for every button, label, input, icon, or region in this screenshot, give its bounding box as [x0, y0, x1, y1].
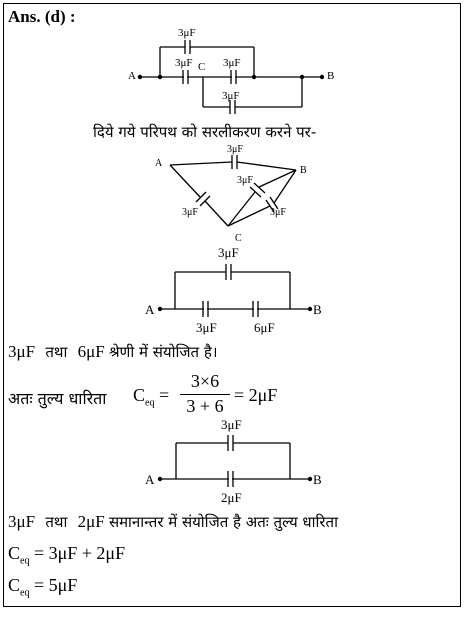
c1-top-cap-label: 3μF [178, 27, 196, 39]
parallel-text: समानान्तर में संयोजित है अतः तुल्य धारिता [108, 513, 338, 531]
simplify-text: दिये गये परिपथ को सरलीकरण करने पर- [93, 123, 317, 141]
answer-label: Ans. (d) : [8, 7, 76, 26]
c1-node-a-label: A [128, 70, 136, 82]
c4-top-cap-label: 3μF [221, 417, 242, 432]
c1-node-c-label: C [198, 61, 206, 73]
series-and: तथा [45, 343, 68, 361]
c2-ab-cap-label: 3μF [227, 144, 243, 155]
circuit-3 [160, 264, 310, 317]
c1-mid-cap-1-label: 3μF [175, 57, 193, 69]
c4-node-a-label: A [145, 472, 155, 487]
parallel-and: तथा [45, 513, 68, 531]
circuit-4 [160, 435, 310, 487]
series-line [8, 342, 218, 362]
series-cap-2: 6μF [77, 342, 105, 361]
c1-bottom-cap-label: 3μF [222, 90, 240, 102]
equiv-2-c: C [8, 543, 21, 563]
c2-node-b-label: B [300, 165, 307, 176]
c1-mid-cap-2-label: 3μF [223, 57, 241, 69]
c4-node-b-label: B [313, 472, 322, 487]
c3-node-b-label: B [313, 302, 322, 317]
equiv-prefix: अतः तुल्य धारिता [8, 389, 107, 408]
equiv-3-expr: = 5μF [33, 575, 78, 595]
c2-cb-cap-2-label: 3μF [270, 207, 286, 218]
equiv-1-equals: = [158, 385, 170, 405]
equiv-1-numerator: 3×6 [190, 371, 220, 391]
series-text: श्रेणी में संयोजित है। [108, 343, 218, 361]
equiv-1-result: = 2μF [234, 385, 278, 405]
c3-node-a-label: A [145, 302, 155, 317]
parallel-line [8, 512, 338, 532]
c3-bottom-cap-2-label: 6μF [254, 320, 275, 335]
equiv-1-c: C [133, 385, 146, 405]
equiv-3-sub: eq [20, 587, 30, 599]
circuit-1 [140, 40, 322, 114]
equiv-3-line [8, 575, 77, 599]
c4-bottom-cap-label: 2μF [221, 490, 242, 505]
equiv-3-c: C [8, 575, 21, 595]
c3-bottom-cap-1-label: 3μF [196, 320, 217, 335]
c2-cb-cap-1-label: 3μF [237, 175, 253, 186]
equiv-1-denominator: 3 + 6 [186, 396, 224, 416]
parallel-cap-1: 3μF [8, 512, 36, 531]
c2-node-a-label: A [155, 158, 163, 169]
series-cap-1: 3μF [8, 342, 36, 361]
equiv-1-sub: eq [145, 397, 155, 409]
equiv-2-expr: = 3μF + 2μF [33, 543, 126, 563]
c1-node-b-label: B [327, 70, 335, 82]
c2-ac-cap-label: 3μF [182, 207, 198, 218]
parallel-cap-2: 2μF [77, 512, 105, 531]
equiv-1-symbol [133, 385, 169, 409]
equiv-2-sub: eq [20, 555, 30, 567]
equiv-2-line [8, 543, 125, 567]
c2-node-c-label: C [235, 233, 242, 244]
c3-top-cap-label: 3μF [218, 245, 239, 260]
equiv-1-fraction-bar [180, 394, 230, 395]
